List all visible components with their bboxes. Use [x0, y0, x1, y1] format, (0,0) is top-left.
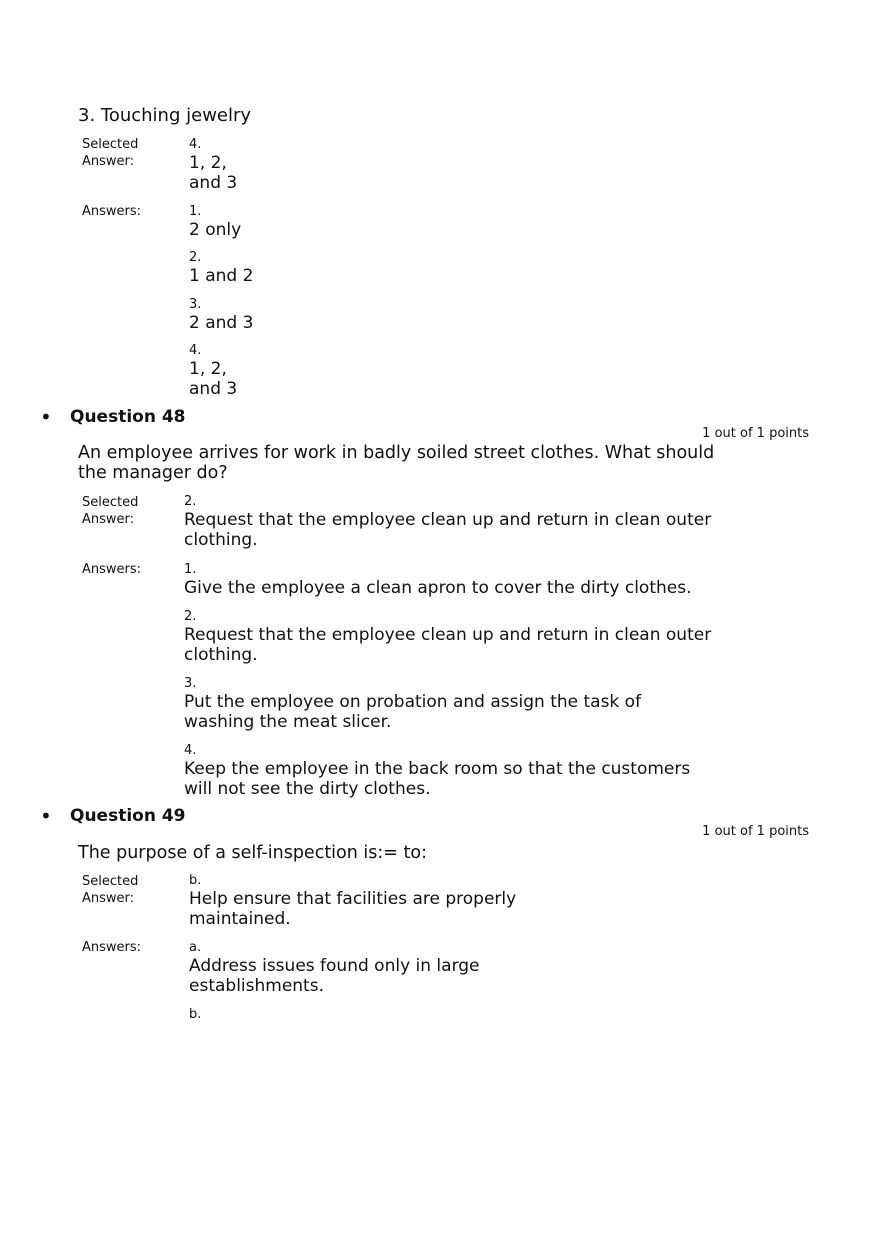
- question-text: The purpose of a self-inspection is:= to:: [78, 843, 427, 863]
- question-points: 1 out of 1 points: [702, 824, 809, 839]
- answer-option: [189, 343, 237, 399]
- answers-label: Answers:: [82, 562, 142, 577]
- answer-number: 3.: [184, 676, 197, 691]
- answer-text: 2 only: [189, 220, 242, 240]
- answer-text: will not see the dirty clothes.: [184, 779, 431, 799]
- answer-text: clothing.: [184, 645, 258, 665]
- question-title: Question 49: [70, 806, 186, 826]
- answer-text: and 3: [189, 379, 238, 399]
- answer-text: clothing.: [184, 530, 258, 550]
- answer-text: and 3: [189, 173, 238, 193]
- answer-number: 4.: [184, 743, 197, 758]
- answer-number: 1.: [184, 562, 197, 577]
- answer-number: 2.: [184, 494, 197, 509]
- selected-answer-label: Selected Answer:: [82, 137, 139, 169]
- bullet-icon: •: [40, 804, 52, 828]
- selected-answer-label: Selected Answer:: [82, 874, 139, 906]
- answer-text: maintained.: [189, 909, 291, 929]
- selected-answer-label: Selected Answer:: [82, 495, 139, 527]
- answer-text: establishments.: [189, 976, 324, 996]
- answer-option: [189, 204, 241, 240]
- answer-text: 1 and 2: [189, 266, 254, 286]
- selected-answer: [189, 137, 237, 193]
- previous-question-last-item: 3. Touching jewelry: [78, 105, 252, 126]
- answer-number: 3.: [189, 297, 202, 312]
- answer-option: [184, 562, 692, 598]
- selected-answer: [184, 494, 711, 550]
- answer-text: Keep the employee in the back room so that the customers: [184, 759, 691, 779]
- answer-text: Request that the employee clean up and return in clean outer: [184, 625, 712, 645]
- answer-text: 1, 2,: [189, 153, 227, 173]
- answer-number: a.: [189, 940, 202, 955]
- selected-answer: [189, 873, 516, 929]
- answer-number: 1.: [189, 204, 202, 219]
- answer-option: [189, 940, 480, 996]
- answers-label: Answers:: [82, 204, 142, 219]
- answer-option: [184, 743, 690, 799]
- answer-text: Address issues found only in large: [189, 956, 480, 976]
- answer-number: b.: [189, 873, 202, 888]
- answer-number: 2.: [189, 250, 202, 265]
- question-text: An employee arrives for work in badly soiled street clothes. What should the manager do?: [78, 443, 715, 483]
- answer-option: [184, 609, 711, 665]
- answer-text: washing the meat slicer.: [184, 712, 392, 732]
- question-points: 1 out of 1 points: [702, 426, 809, 441]
- answer-option: [189, 1007, 201, 1023]
- answer-option: [189, 297, 253, 333]
- answer-option: [184, 676, 641, 732]
- question-title: Question 48: [70, 407, 186, 427]
- answer-option: [189, 250, 253, 286]
- bullet-icon: •: [40, 405, 52, 429]
- answer-text: Help ensure that facilities are properly: [189, 889, 517, 909]
- answer-number: 4.: [189, 343, 202, 358]
- answer-number: 2.: [184, 609, 197, 624]
- answer-text: Put the employee on probation and assign the task of: [184, 692, 642, 712]
- answer-number: 4.: [189, 137, 202, 152]
- answers-label: Answers:: [82, 940, 142, 955]
- answer-text: Give the employee a clean apron to cover the dirty clothes.: [184, 578, 692, 598]
- answer-text: 1, 2,: [189, 359, 227, 379]
- answer-text: Request that the employee clean up and return in clean outer: [184, 510, 712, 530]
- answer-text: 2 and 3: [189, 313, 254, 333]
- answer-number: b.: [189, 1007, 202, 1022]
